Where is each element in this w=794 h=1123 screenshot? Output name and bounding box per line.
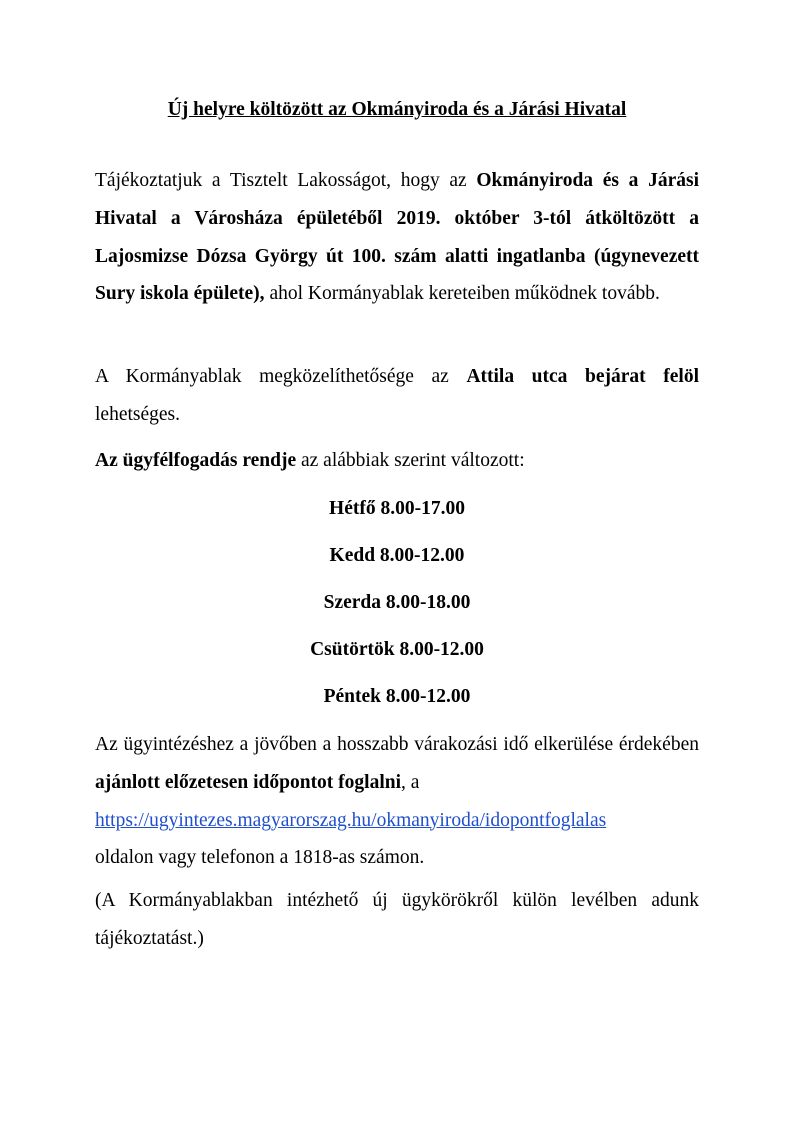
booking-text-1: Az ügyintézéshez a jövőben a hosszabb várakozási idő elkerülése érdekében <box>95 734 699 755</box>
closing-paragraph: (A Kormányablakban intézhető új ügykörökről külön levélben adunk tájékoztatást.) <box>95 890 699 949</box>
booking-text-2: , a <box>401 771 420 793</box>
booking-link[interactable]: https://ugyintezes.magyarorszag.hu/okmanyiroda/idopontfoglalas <box>95 809 607 831</box>
opening-hours-tuesday: Kedd 8.00-12.00 <box>329 545 465 566</box>
intro-text-2: ahol Kormányablak kereteiben működnek tovább. <box>264 283 660 305</box>
access-text-2: lehetséges. <box>95 403 181 425</box>
access-text-1: A Kormányablak megközelíthetősége az <box>95 366 467 387</box>
opening-hours-monday: Hétfő 8.00-17.00 <box>329 498 465 519</box>
opening-hours-friday: Péntek 8.00-12.00 <box>323 686 471 707</box>
booking-bold: ajánlott előzetesen időpontot foglalni <box>95 771 402 793</box>
intro-text-1: Tájékoztatjuk a Tisztelt Lakosságot, hogy az <box>95 170 477 191</box>
opening-hours-wednesday: Szerda 8.00-18.00 <box>323 592 471 613</box>
intro-bold: Okmányiroda és a Járási Hivatal a Városháza épületéből 2019. október 3-tól átköltözött a Lajosmizse Dózsa György út 100. szám alatti ingatlanba (úgynevezett Sury iskola épülete), <box>95 170 699 305</box>
booking-paragraph <box>95 726 699 877</box>
hours-intro-bold: Az ügyfélfogadás rendje <box>95 450 297 471</box>
hours-intro-paragraph <box>95 442 699 480</box>
document-title: Új helyre költözött az Okmányiroda és a Járási Hivatal <box>167 99 627 120</box>
hours-intro-text: az alábbiak szerint változott: <box>296 450 525 471</box>
access-paragraph <box>95 358 699 434</box>
access-bold: Attila utca bejárat felöl <box>466 366 699 387</box>
intro-paragraph <box>95 162 699 313</box>
opening-hours-list <box>95 490 699 725</box>
opening-hours-thursday: Csütörtök 8.00-12.00 <box>310 639 484 660</box>
booking-text-3: oldalon vagy telefonon a 1818-as számon. <box>95 847 425 869</box>
